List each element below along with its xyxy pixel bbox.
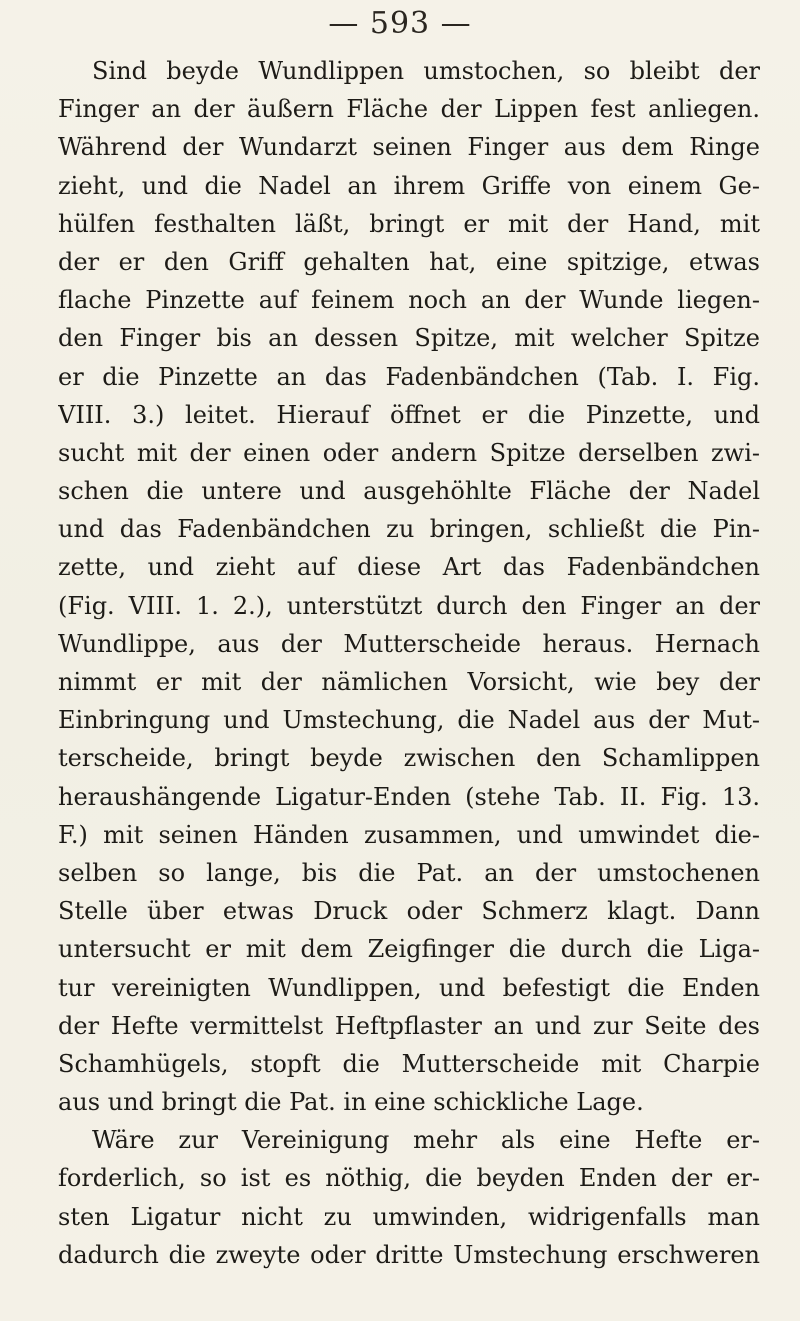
text-line: sten Ligatur nicht zu umwinden, widrigenfalls man xyxy=(58,1202,760,1231)
text-line: der er den Griff gehalten hat, eine spitzige, etwas xyxy=(58,247,760,276)
text-line: untersucht er mit dem Zeigfinger die durch die Liga- xyxy=(58,935,760,964)
text-line: Während der Wundarzt seinen Finger aus dem Ringe xyxy=(58,133,760,162)
text-line: schen die untere und ausgehöhlte Fläche der Nadel xyxy=(58,477,760,506)
text-line: er die Pinzette an das Fadenbändchen (Tab. I. Fig. xyxy=(58,362,760,391)
text-line: sucht mit der einen oder andern Spitze derselben zwi- xyxy=(58,438,760,467)
text-line: Einbringung und Umstechung, die Nadel aus der Mut- xyxy=(58,706,760,735)
text-line: (Fig. VIII. 1. 2.), unterstützt durch den Finger an der xyxy=(58,591,760,620)
text-line: Stelle über etwas Druck oder Schmerz klagt. Dann xyxy=(58,897,760,926)
text-line: hülfen festhalten läßt, bringt er mit der Hand, mit xyxy=(58,209,760,238)
text-line: Sind beyde Wundlippen umstochen, so bleibt der xyxy=(92,57,760,85)
text-line: VIII. 3.) leitet. Hierauf öffnet er die Pinzette, und xyxy=(58,400,760,429)
text-line: Schamhügels, stopft die Mutterscheide mit Charpie xyxy=(58,1049,760,1078)
text-line: tur vereinigten Wundlippen, und befestigt die Enden xyxy=(58,973,760,1002)
text-line: den Finger bis an dessen Spitze, mit welcher Spitze xyxy=(58,324,760,353)
text-line: aus und bringt die Pat. in eine schickliche Lage. xyxy=(58,1088,644,1117)
body-text xyxy=(58,52,760,1274)
text-line: flache Pinzette auf feinem noch an der Wunde liegen- xyxy=(58,286,760,315)
text-line: zette, und zieht auf diese Art das Fadenbändchen xyxy=(58,553,760,582)
text-line: selben so lange, bis die Pat. an der umstochenen xyxy=(58,858,760,887)
text-line: und das Fadenbändchen zu bringen, schließt die Pin- xyxy=(58,515,760,544)
text-line: heraushängende Ligatur-Enden (stehe Tab. II. Fig. 13. xyxy=(58,782,760,811)
text-line: forderlich, so ist es nöthig, die beyden Enden der er- xyxy=(58,1164,760,1193)
text-line: Wundlippe, aus der Mutterscheide heraus. Hernach xyxy=(58,629,760,658)
page-number: — 593 — xyxy=(328,6,472,41)
text-line: zieht, und die Nadel an ihrem Griffe von einem Ge- xyxy=(58,171,760,200)
text-line: Finger an der äußern Fläche der Lippen fest anliegen. xyxy=(58,95,760,124)
text-line: der Hefte vermittelst Heftpflaster an und zur Seite des xyxy=(58,1011,760,1040)
text-line: terscheide, bringt beyde zwischen den Schamlippen xyxy=(58,744,760,773)
text-line: Wäre zur Vereinigung mehr als eine Hefte er- xyxy=(92,1126,760,1155)
text-line: nimmt er mit der nämlichen Vorsicht, wie bey der xyxy=(58,668,760,696)
text-line: F.) mit seinen Händen zusammen, und umwindet die- xyxy=(58,820,760,849)
text-line: dadurch die zweyte oder dritte Umstechung erschweren xyxy=(58,1240,760,1269)
